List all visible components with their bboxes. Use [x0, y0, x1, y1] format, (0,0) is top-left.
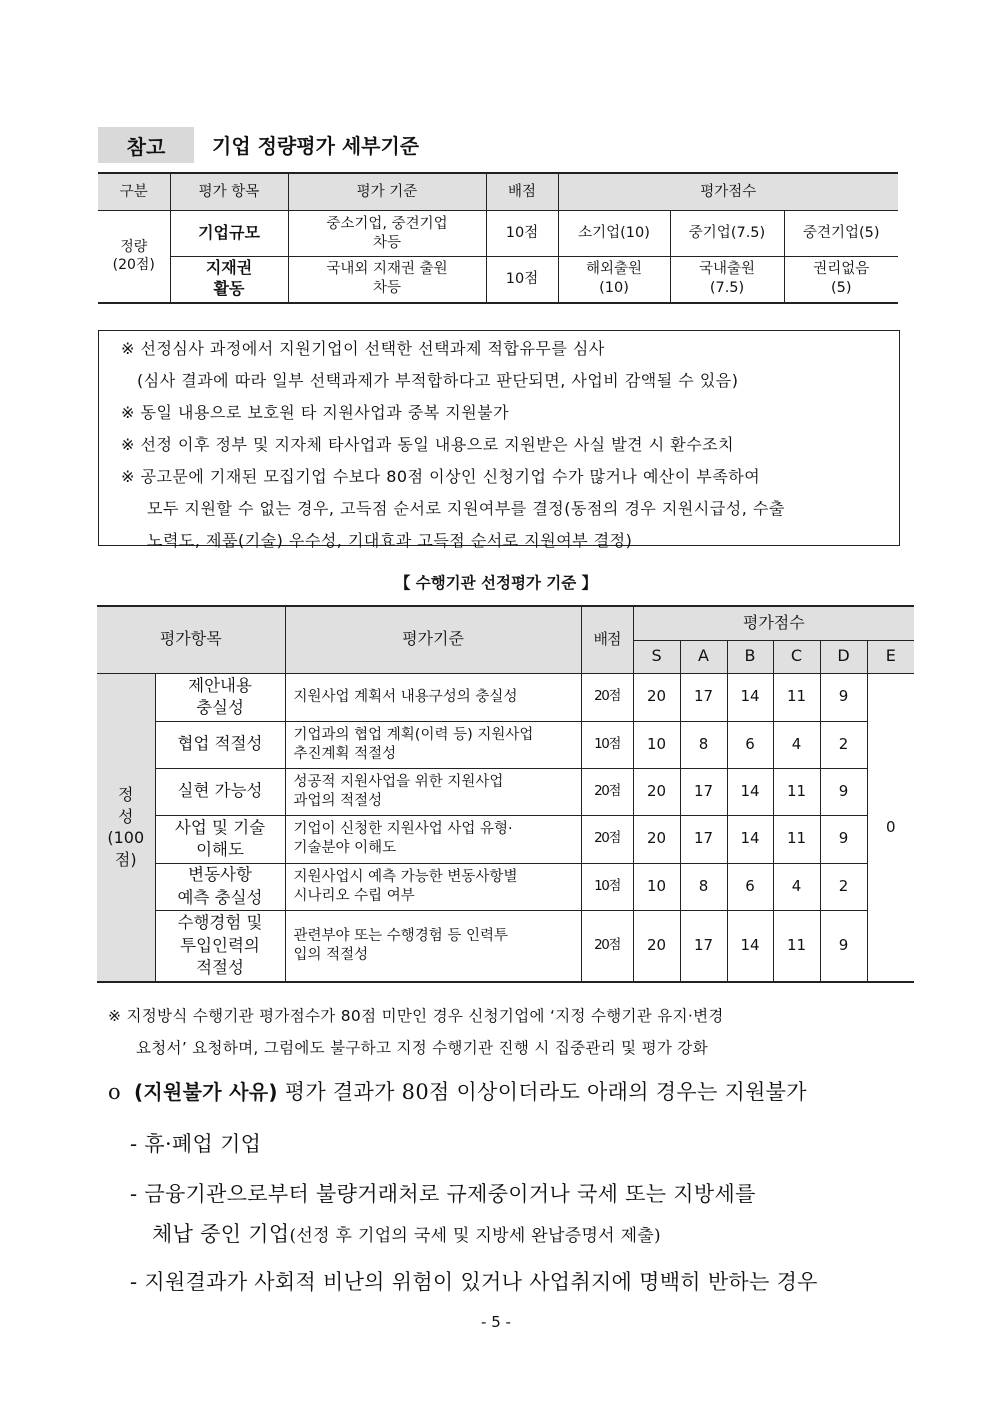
- header-criteria: 평가 기준: [288, 173, 486, 211]
- points-cell: 20점: [581, 910, 633, 982]
- note-line: 노력도, 제품(기술) 우수성, 기대효과 고득점 순서로 지원여부 결정): [147, 531, 633, 550]
- reference-title: 기업 정량평가 세부기준: [212, 134, 420, 158]
- score-cell: 14: [727, 815, 773, 863]
- score-cell: 소기업(10): [558, 211, 670, 257]
- score-cell: 14: [727, 673, 773, 721]
- points-cell: 10점: [581, 721, 633, 768]
- score-cell: 20: [633, 768, 680, 815]
- points-cell: 20점: [581, 673, 633, 721]
- score-cell: 6: [727, 863, 773, 910]
- score-cell: 20: [633, 910, 680, 982]
- grade-header: B: [727, 640, 773, 673]
- agency-evaluation-table: [97, 605, 914, 983]
- score-cell: 17: [680, 815, 727, 863]
- note-line: (심사 결과에 따라 일부 선택과제가 부적합하다고 판단되면, 사업비 감액될 수 있음): [137, 371, 739, 390]
- score-cell: 17: [680, 768, 727, 815]
- score-cell: 2: [820, 721, 867, 768]
- criteria-cell: 중소기업, 중견기업 차등: [288, 211, 486, 257]
- notes-box: [98, 330, 900, 550]
- score-cell: 6: [727, 721, 773, 768]
- score-cell: 2: [820, 863, 867, 910]
- criteria-cell: 기업이 신청한 지원사업 사업 유형· 기술분야 이해도: [285, 815, 581, 863]
- header-score: 평가점수: [558, 173, 898, 211]
- ineligibility-item-main: 체납 중인 기업: [152, 1222, 290, 1246]
- ineligibility-heading: [108, 1076, 908, 1106]
- note-line: ※ 선정심사 과정에서 지원기업이 선택한 선택과제 적합유무를 심사: [121, 339, 605, 358]
- grade-header: S: [633, 640, 680, 673]
- score-cell: 10: [633, 721, 680, 768]
- score-cell: 10: [633, 863, 680, 910]
- score-cell: 8: [680, 721, 727, 768]
- ineligibility-item: - 금융기관으로부터 불량거래처로 규제중이거나 국세 또는 지방세를: [130, 1182, 756, 1206]
- category-cell: 정 성 (100 점): [97, 673, 155, 982]
- score-cell: 11: [773, 673, 820, 721]
- score-cell: 14: [727, 910, 773, 982]
- criteria-cell: 국내외 지재권 출원 차등: [288, 257, 486, 303]
- score-cell: 11: [773, 815, 820, 863]
- heading-bold: (지원불가 사유): [133, 1080, 278, 1104]
- score-cell: 9: [820, 815, 867, 863]
- category-cell: 정량 (20점): [98, 211, 170, 303]
- item-cell: 수행경험 및 투입인력의 적절성: [155, 910, 285, 982]
- criteria-cell: 성공적 지원사업을 위한 지원사업 과업의 적절성: [285, 768, 581, 815]
- score-cell: 20: [633, 815, 680, 863]
- criteria-cell: 지원사업 계획서 내용구성의 충실성: [285, 673, 581, 721]
- note-line: 모두 지원할 수 없는 경우, 고득점 순서로 지원여부를 결정(동점의 경우 지원시급성, 수출: [147, 499, 785, 518]
- ineligibility-item: - 지원결과가 사회적 비난의 위험이 있거나 사업취지에 명백히 반하는 경우: [130, 1270, 818, 1294]
- grade-header: A: [680, 640, 727, 673]
- item-cell: 지재권 활동: [170, 257, 288, 303]
- header-item: 평가항목: [97, 606, 285, 673]
- score-cell: 해외출원 (10): [558, 257, 670, 303]
- agency-evaluation-title: 【 수행기관 선정평가 기준 】: [394, 574, 598, 592]
- score-cell: 중기업(7.5): [670, 211, 784, 257]
- header-score: 평가점수: [633, 606, 914, 640]
- criteria-cell: 지원사업시 예측 가능한 변동사항별 시나리오 수립 여부: [285, 863, 581, 910]
- ineligibility-item: - 휴·폐업 기업: [130, 1132, 262, 1156]
- note-line: 요청서’ 요청하며, 그럼에도 불구하고 지정 수행기관 진행 시 집중관리 및 평가 강화: [136, 1039, 708, 1057]
- item-cell: 제안내용 충실성: [155, 673, 285, 721]
- header-criteria: 평가기준: [285, 606, 581, 673]
- header-item: 평가 항목: [170, 173, 288, 211]
- score-cell: 9: [820, 673, 867, 721]
- e-grade-cell: 0: [867, 673, 914, 982]
- reference-tag: 참고: [98, 127, 194, 163]
- item-cell: 사업 및 기술 이해도: [155, 815, 285, 863]
- criteria-cell: 기업과의 협업 계획(이력 등) 지원사업 추진계획 적절성: [285, 721, 581, 768]
- grade-header: E: [867, 640, 914, 673]
- note-line: ※ 지정방식 수행기관 평가점수가 80점 미만인 경우 신청기업에 ‘지정 수행기관 유지·변경: [108, 1007, 724, 1025]
- item-cell: 기업규모: [170, 211, 288, 257]
- item-cell: 변동사항 예측 충실성: [155, 863, 285, 910]
- points-cell: 20점: [581, 768, 633, 815]
- ineligibility-item: [152, 1218, 952, 1248]
- header-category: 구분: [98, 173, 170, 211]
- item-cell: 협업 적절성: [155, 721, 285, 768]
- heading-rest: 평가 결과가 80점 이상이더라도 아래의 경우는 지원불가: [277, 1080, 807, 1104]
- score-cell: 국내출원 (7.5): [670, 257, 784, 303]
- score-cell: 권리없음 (5): [784, 257, 898, 303]
- score-cell: 20: [633, 673, 680, 721]
- points-cell: 10점: [486, 257, 558, 303]
- score-cell: 14: [727, 768, 773, 815]
- score-cell: 17: [680, 910, 727, 982]
- grade-header: C: [773, 640, 820, 673]
- score-cell: 9: [820, 910, 867, 982]
- score-cell: 11: [773, 768, 820, 815]
- score-cell: 17: [680, 673, 727, 721]
- quantitative-criteria-table: [98, 172, 898, 304]
- points-cell: 10점: [581, 863, 633, 910]
- item-cell: 실현 가능성: [155, 768, 285, 815]
- score-cell: 중견기업(5): [784, 211, 898, 257]
- points-cell: 10점: [486, 211, 558, 257]
- score-cell: 4: [773, 721, 820, 768]
- header-points: 배점: [581, 606, 633, 673]
- note-line: ※ 공고문에 기재된 모집기업 수보다 80점 이상인 신청기업 수가 많거나 예산이 부족하여: [121, 467, 761, 486]
- header-points: 배점: [486, 173, 558, 211]
- score-cell: 9: [820, 768, 867, 815]
- bullet: o: [108, 1080, 121, 1104]
- points-cell: 20점: [581, 815, 633, 863]
- grade-header: D: [820, 640, 867, 673]
- page-number: - 5 -: [481, 1313, 511, 1331]
- note-line: ※ 선정 이후 정부 및 지자체 타사업과 동일 내용으로 지원받은 사실 발견 시 환수조치: [121, 435, 735, 454]
- score-cell: 4: [773, 863, 820, 910]
- score-cell: 11: [773, 910, 820, 982]
- criteria-cell: 관련부야 또는 수행경험 등 인력투 입의 적절성: [285, 910, 581, 982]
- score-cell: 8: [680, 863, 727, 910]
- agency-note: [108, 1000, 908, 1064]
- ineligibility-item-sub: (선정 후 기업의 국세 및 지방세 완납증명서 제출): [289, 1226, 661, 1246]
- note-line: ※ 동일 내용으로 보호원 타 지원사업과 중복 지원불가: [121, 403, 510, 422]
